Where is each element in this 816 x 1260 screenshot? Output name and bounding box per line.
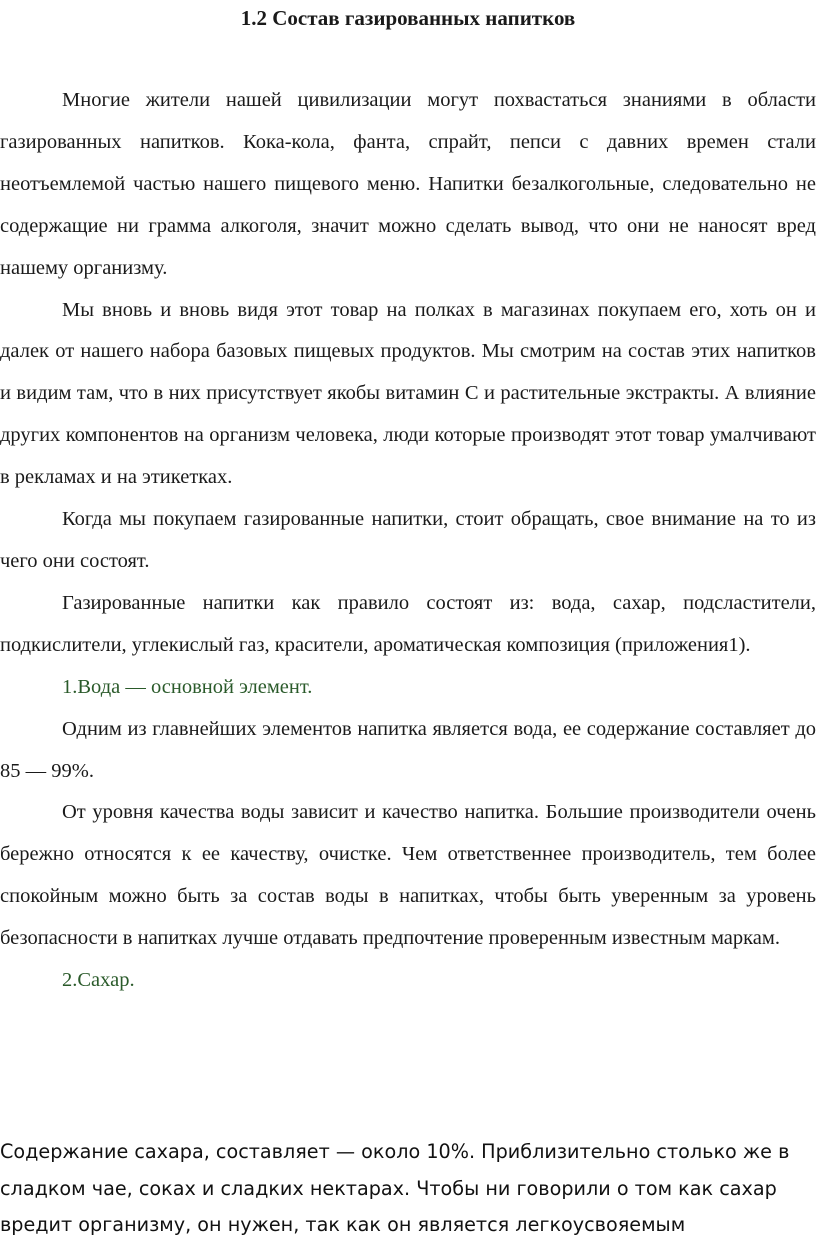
document-body: [0, 80, 816, 1002]
paragraph: Многие жители нашей цивилизации могут похвастаться знаниями в области газированных напитков. Кока-кола, фанта, спрайт, пепси с давних времен стали неотъемлемой частью нашего пищевого меню. Напитки безалкогольные, следовательно не содержащие ни грамма алкоголя, значит можно сделать вывод, что они не наносят вред нашему организму.: [0, 89, 816, 279]
paragraph: Мы вновь и вновь видя этот товар на полках в магазинах покупаем его, хоть он и далек от нашего набора базовых пищевых продуктов. Мы смотрим на состав этих напитков и видим там, что в них присутствует якобы витамин С и растительные экстракты. А влияние других компонентов на организм человека, люди которые производят этот товар умалчивают в рекламах и на этикетках.: [0, 298, 816, 489]
list-item-heading-sugar: 2.Сахар.: [62, 969, 135, 992]
paragraph: Газированные напитки как правило состоят из: вода, сахар, подсластители, подкислители, углекислый газ, красители, ароматическая композиция (приложения1).: [0, 591, 816, 656]
section-title: 1.2 Состав газированных напитков: [240, 6, 576, 30]
paragraph: Когда мы покупаем газированные напитки, стоит обращать, свое внимание на то из чего они состоят.: [0, 508, 816, 572]
sugar-paragraph: Содержание сахара, составляет — около 10%. Приблизительно столько же в сладком чае, соках и сладких нектарах. Чтобы ни говорили о том как сахар вредит организму, он нужен, так как он является легкоусвояемым: [0, 1140, 790, 1236]
list-item-heading-water: 1.Вода — основной элемент.: [62, 675, 313, 698]
paragraph: Одним из главнейших элементов напитка является вода, ее содержание составляет до 85 — 99%.: [0, 717, 816, 782]
paragraph: От уровня качества воды зависит и качество напитка. Большие производители очень бережно относятся к ее качеству, очистке. Чем ответственнее производитель, тем более спокойным можно быть за состав воды в напитках, чтобы быть уверенным за уровень безопасности в напитках лучше отдавать предпочтение проверенным известным маркам.: [0, 801, 816, 950]
